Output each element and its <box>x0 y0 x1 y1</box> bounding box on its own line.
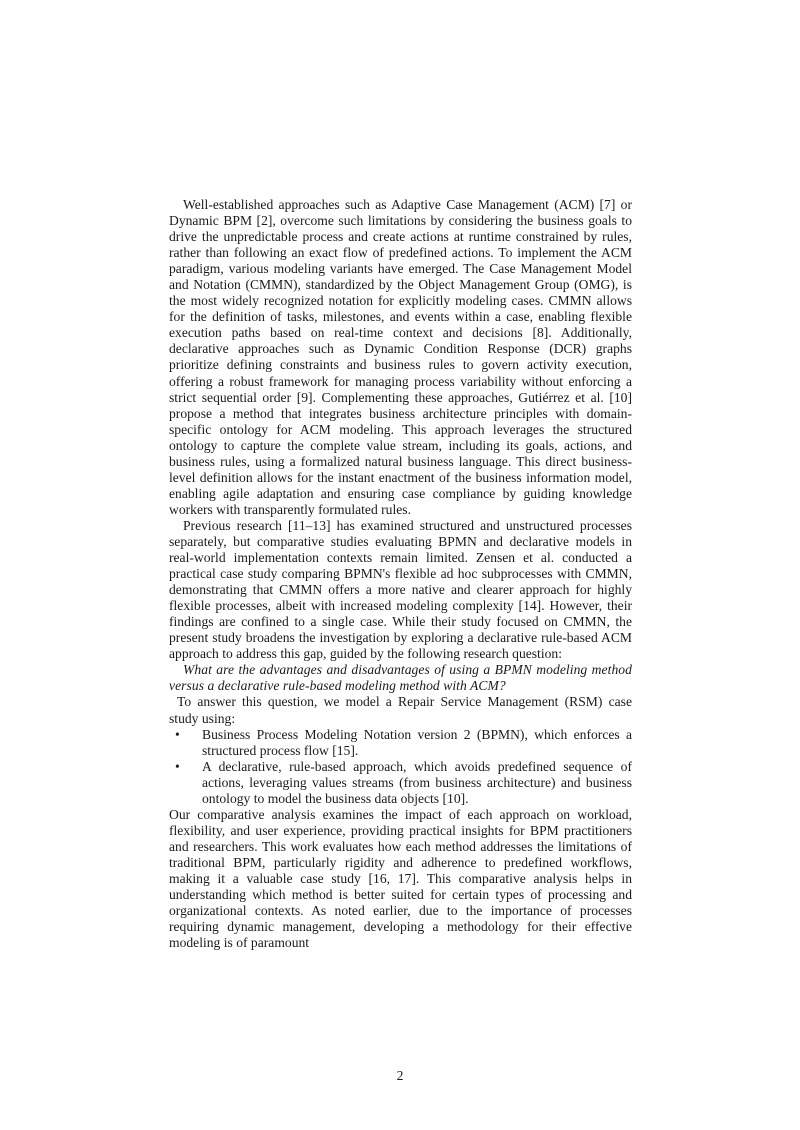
page-body <box>169 197 632 951</box>
list-item <box>169 727 632 759</box>
research-question: What are the advantages and disadvantages of using a BPMN modeling method versus a declarative rule-based modeling method with ACM? <box>169 662 632 694</box>
list-item-text: A declarative, rule-based approach, which avoids predefined sequence of actions, leveraging values streams (from business architecture) and business ontology to model the business data objects [10]. <box>202 758 632 806</box>
paragraph-acm-approaches: Well-established approaches such as Adaptive Case Management (ACM) [7] or Dynamic BPM [2], overcome such limitations by considering the business goals to drive the unpredictable process and create actions at runtime constrained by rules, rather than following an exact flow of predefined actions. To implement the ACM paradigm, various modeling variants have emerged. The Case Management Model and Notation (CMMN), standardized by the Object Management Group (OMG), is the most widely recognized notation for explicitly modeling cases. CMMN allows for the definition of tasks, milestones, and events within a case, enabling flexible execution paths based on real-time context and decisions [8]. Additionally, declarative approaches such as Dynamic Condition Response (DCR) graphs prioritize defining constraints and business rules to govern activity execution, offering a robust framework for managing process variability without enforcing a strict sequential order [9]. Complementing these approaches, Gutiérrez et al. [10] propose a method that integrates business architecture principles with domain-specific ontology for ACM modeling. This approach leverages the structured ontology to capture the complete value stream, including its goals, actions, and business rules, using a formalized natural business language. This direct business-level definition allows for the instant enactment of the business information model, enabling agile adaptation and ensuring case compliance by guiding knowledge workers with transparently formulated rules. <box>169 197 632 517</box>
bullet-list <box>169 727 632 807</box>
bullet-icon: • <box>175 758 180 774</box>
list-item <box>169 759 632 807</box>
bullet-icon: • <box>175 726 180 742</box>
paragraph-previous-research: Previous research [11–13] has examined structured and unstructured processes separately, but comparative studies evaluating BPMN and declarative models in real-world implementation contexts remain limited. Zensen et al. conducted a practical case study comparing BPMN's flexible ad hoc subprocesses with CMMN, demonstrating that CMMN offers a more native and clearer approach for highly flexible processes, albeit with increased modeling complexity [14]. However, their findings are confined to a single case. While their study focused on CMMN, the present study broadens the investigation by exploring a declarative rule-based ACM approach to address this gap, guided by the following research question: <box>169 517 632 662</box>
page-number: 2 <box>396 1068 404 1083</box>
list-item-text: Business Process Modeling Notation version 2 (BPMN), which enforces a structured process flow [15]. <box>202 726 632 758</box>
paragraph-comparative-analysis: Our comparative analysis examines the impact of each approach on workload, flexibility, and user experience, providing practical insights for BPM practitioners and researchers. This work evaluates how each method addresses the limitations of traditional BPM, particularly rigidity and adherence to predefined workflows, making it a valuable case study [16, 17]. This comparative analysis helps in understanding which method is better suited for certain types of processing and organizational contexts. As noted earlier, due to the importance of processes requiring dynamic management, developing a methodology for their effective modeling is of paramount <box>169 806 632 951</box>
paragraph-answer-intro: To answer this question, we model a Repair Service Management (RSM) case study using: <box>169 694 632 726</box>
